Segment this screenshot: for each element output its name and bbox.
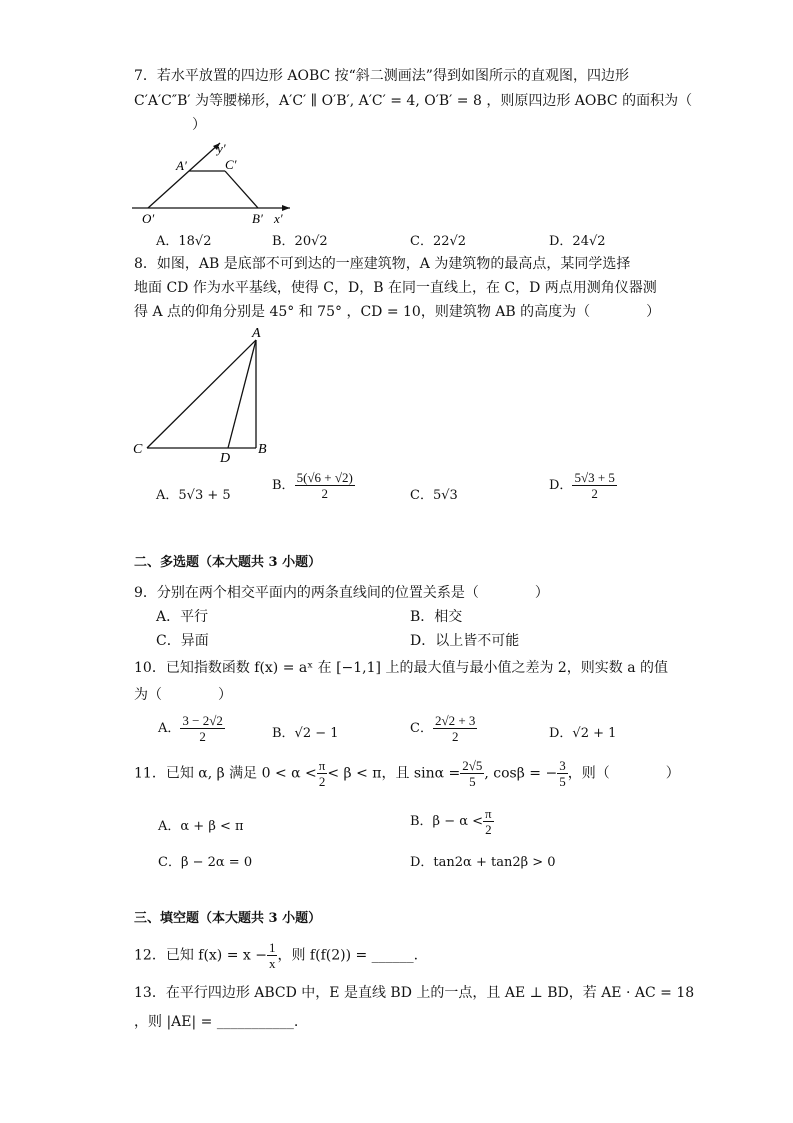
q13-line1: 13．在平行四边形 ABCD 中，E 是直线 BD 上的一点，且 AE ⊥ BD，若 AE · AC = 18 <box>134 985 695 1001</box>
q11-sin-numerator: 2√5 <box>462 758 483 773</box>
q8-label-a: A <box>252 326 261 341</box>
q11-option-b-numerator: π <box>485 806 492 821</box>
q10-option-c-numerator: 2√2 + 3 <box>434 713 476 728</box>
q12-stem-part-b: ，则 f(f(2)) = ______. <box>277 947 419 964</box>
q8-option-b-fraction <box>295 470 355 501</box>
q9-stem: 9．分别在两个相交平面内的两条直线间的位置关系是（ ） <box>134 585 549 601</box>
q9-option-c: C．异面 <box>156 633 209 649</box>
q10-option-a-fraction <box>180 713 224 744</box>
q7-label-x: x′ <box>274 211 283 226</box>
q11-option-d: D．tan2α + tan2β > 0 <box>410 855 556 870</box>
q10-option-c <box>410 713 477 744</box>
q7-option-b: B．20√2 <box>272 234 328 249</box>
q11-option-b-label: B．β − α < <box>410 814 484 829</box>
q7-option-a: A．18√2 <box>156 234 212 249</box>
q9-option-b: B．相交 <box>410 609 463 625</box>
q11-stem-part-a: 11．已知 α, β 满足 0 < α < <box>134 765 317 782</box>
q11-stem-part-c: , cosβ = − <box>484 765 558 782</box>
q10-line2: 为（ ） <box>134 687 232 703</box>
q8-option-d-label: D． <box>549 478 573 493</box>
q11-cos-numerator: 3 <box>559 758 566 773</box>
q12-fraction-denominator: x <box>268 956 276 971</box>
q10-option-c-denominator: 2 <box>451 729 459 744</box>
q8-label-d: D <box>220 451 231 466</box>
q10-option-a-denominator: 2 <box>199 729 206 744</box>
q11-cos-fraction <box>557 758 568 789</box>
q12-fraction-numerator: 1 <box>268 940 276 955</box>
q7-option-d: D．24√2 <box>549 234 606 249</box>
q11-option-b-fraction <box>483 806 494 837</box>
q7-line1: 7．若水平放置的四边形 AOBC 按“斜二测画法”得到如图所示的直观图，四边形 <box>134 68 629 84</box>
q11-stem <box>134 758 680 789</box>
q8-option-b-numerator: 5(√6 + √2) <box>296 470 353 485</box>
q11-cos-denominator: 5 <box>559 774 566 789</box>
q7-label-b: B′ <box>252 211 263 226</box>
q10-option-a-label: A． <box>158 721 181 736</box>
q8-option-b-denominator: 2 <box>321 486 328 501</box>
q9-option-d: D．以上皆不可能 <box>410 633 520 649</box>
section-multiple-choice-heading: 二、多选题（本大题共 3 小题） <box>134 555 322 570</box>
q7-label-y: y′ <box>217 141 226 156</box>
q10-option-c-label: C． <box>410 721 433 736</box>
section-fill-in-heading: 三、填空题（本大题共 3 小题） <box>134 911 322 926</box>
q8-option-d-denominator: 2 <box>591 486 598 501</box>
q8-option-b <box>272 470 355 501</box>
q11-stem-part-b: < β < π，且 sinα = <box>327 765 461 782</box>
q7-label-a: A′ <box>176 158 187 173</box>
q11-sin-fraction <box>460 758 484 789</box>
q11-pi-denominator: 2 <box>318 774 326 789</box>
q11-pi-numerator: π <box>318 758 326 773</box>
q7-line3: ） <box>192 117 206 133</box>
q8-option-c: C．5√3 <box>410 488 458 503</box>
q11-option-c: C．β − 2α = 0 <box>158 855 253 870</box>
q13-line2: ，则 |AE| = ___________. <box>134 1014 299 1030</box>
q10-option-c-fraction <box>433 713 477 744</box>
q10-option-d: D．√2 + 1 <box>549 726 617 741</box>
q8-line3: 得 A 点的仰角分别是 45° 和 75° ，CD = 10，则建筑物 AB 的高度为（ ） <box>134 304 661 320</box>
q10-line1: 10．已知指数函数 f(x) = aˣ 在 [−1,1] 上的最大值与最小值之差为 2，则实数 a 的值 <box>134 660 669 676</box>
q11-pi-over-2 <box>317 758 328 789</box>
q8-figure <box>128 322 278 467</box>
q11-option-b-denominator: 2 <box>485 822 492 837</box>
q8-option-a: A．5√3 + 5 <box>156 488 231 503</box>
q8-line1: 8．如图，AB 是底部不可到达的一座建筑物，A 为建筑物的最高点，某同学选择 <box>134 256 631 272</box>
q8-label-b: B <box>258 442 267 457</box>
q10-option-a <box>158 713 225 744</box>
q12-stem <box>134 940 418 971</box>
q8-option-b-label: B． <box>272 478 295 493</box>
q12-stem-part-a: 12．已知 f(x) = x − <box>134 947 267 964</box>
q10-option-a-numerator: 3 − 2√2 <box>182 713 223 728</box>
q7-option-c: C．22√2 <box>410 234 467 249</box>
q7-label-c: C′ <box>225 157 237 172</box>
q9-option-a: A．平行 <box>156 609 209 625</box>
q7-label-o: O′ <box>142 211 155 226</box>
q11-option-b <box>410 806 494 837</box>
q11-sin-denominator: 5 <box>469 774 476 789</box>
q8-option-d <box>549 470 617 501</box>
q8-option-d-fraction <box>572 470 616 501</box>
q8-line2: 地面 CD 作为水平基线，使得 C，D，B 在同一直线上，在 C，D 两点用测角仪器测 <box>134 280 657 296</box>
q8-option-d-numerator: 5√3 + 5 <box>574 470 615 485</box>
q12-fraction <box>267 940 278 971</box>
q7-figure <box>128 135 298 230</box>
q11-option-a: A．α + β < π <box>158 819 244 834</box>
q11-stem-part-d: ，则（ ） <box>567 765 680 782</box>
q7-line2: C′A′C″B′ 为等腰梯形，A′C′ ∥ O′B′, A′C′ = 4, O′B′ = 8 ，则原四边形 AOBC 的面积为（ <box>134 93 693 109</box>
q10-option-b: B．√2 − 1 <box>272 726 339 741</box>
q8-label-c: C <box>133 442 143 457</box>
